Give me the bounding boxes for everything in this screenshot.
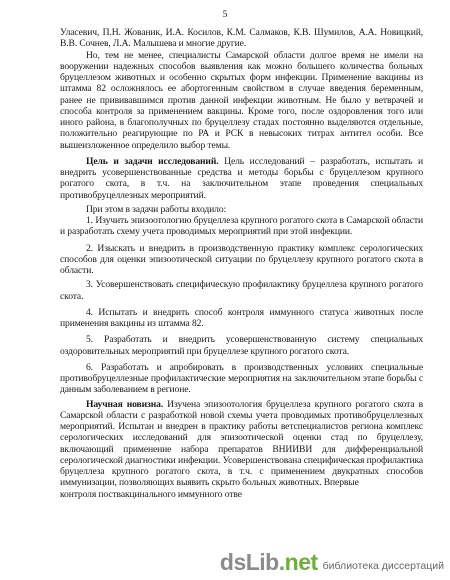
paragraph-continuation: [60, 489, 423, 500]
watermark-logo-main: dsLib: [219, 548, 279, 575]
paragraph-text: Уласевич, П.Н. Жованик, И.А. Косилов, К.М. Салмаков, К.В. Шумилов, А.А. Новицкий, В.В. Сочнев, Л.А. Малышева и многие другие.: [60, 27, 423, 50]
paragraph-authors: [60, 27, 423, 50]
paragraph-novelty: [60, 399, 423, 489]
task-item-2: [60, 243, 423, 277]
task-item-6: [60, 362, 423, 396]
paragraph-text: 6. Разработать и апробировать в производственных условиях специальные противобруцеллезные профилактические мероприятия на заключительном этапе борьбы с данным заболеванием в регионе.: [60, 361, 423, 396]
body-text: [60, 27, 423, 500]
watermark-logo: [220, 549, 318, 576]
paragraph-text: Цель исследований – разработать, испытать и внедрить усовершенствованные средства и методы борьбы с бруцеллезом крупного рогатого скота, в т.ч. на заключительном этапе проведения специальных противобруцеллезных мероприятий.: [60, 155, 423, 201]
watermark-subtitle: библиотека диссертаций: [322, 560, 444, 572]
paragraph-text: При этом в задачи работы входило:: [86, 203, 227, 215]
paragraph-text: 3. Усовершенствовать специфическую профилактику бруцеллеза крупного рогатого скота.: [60, 279, 423, 302]
paragraph-text: контроля поствакцинального иммунного отве: [60, 488, 242, 500]
page-number: 5: [222, 10, 228, 20]
task-item-5: [60, 334, 423, 357]
watermark-logo-tld: .net: [278, 548, 318, 575]
paragraph-goals: [60, 156, 423, 201]
task-item-3: [60, 279, 423, 302]
paragraph-text: 1. Изучить эпизоотологию бруцеллеза крупного рогатого скота в Самарской области и разработать схему учета проводимых мероприятий при этой инфекции.: [60, 215, 423, 238]
watermark: [220, 549, 444, 575]
section-heading: Научная новизна.: [86, 398, 164, 410]
paragraph-text: Но, тем не менее, специалисты Самарской области долгое время не имели на вооружении надежных способов выявления как можно большего количества больных бруцеллезом животных и особенно скрытых форм инфекции. Применение вакцины из штамма 82 осложнялось ее абортогенным свойством в случае введения беременным, ранее не прививавшимся против данной инфекции животным. Не было у ветврачей и способа контроля за применением вакцины. Кроме того, после оздоровления того или иного района, в благополучных по бруцеллезу стадах постоянно выделяются отдельные, положительно реагирующие по РА и РСК в невысоких титрах антител особи. Все вышеизложенное определило выбор темы.: [60, 49, 423, 151]
paragraph-context: [60, 50, 423, 151]
section-heading: Цель и задачи исследований.: [86, 155, 219, 167]
task-item-1: [60, 215, 423, 238]
paragraph-text: 5. Разработать и внедрить усовершенствованную систему специальных оздоровительных мероприятий при бруцеллезе крупного рогатого скота.: [60, 334, 423, 357]
paragraph-tasks-intro: [60, 204, 423, 215]
task-item-4: [60, 307, 423, 330]
paragraph-text: Изучена эпизоотология бруцеллеза крупного рогатого скота в Самарской области с разработкой новой схемы учета проводимых противобруцеллезных мероприятий. Испытан и внедрен в практику работы ветспециалистов региона комплекс серологических исследований для эпизоотической оценки стад по бруцеллезу, включающий применение набора препаратов ВНИИВИ для дифференциальной серологической диагностики инфекции. Усовершенствована специфическая профилактика бруцеллеза крупного рогатого скота, в т.ч. с применением двукратных способов иммунизации, позволяющих выявить скрыто больных животных. Впервые: [60, 398, 423, 489]
paragraph-text: 4. Испытать и внедрить способ контроля иммунного статуса животных после применения вакцины из штамма 82.: [60, 306, 423, 329]
paragraph-text: 2. Изыскать и внедрить в производственную практику комплекс серологических способов для оценки эпизоотической ситуации по бруцеллезу крупного рогатого скота в области.: [60, 242, 423, 276]
